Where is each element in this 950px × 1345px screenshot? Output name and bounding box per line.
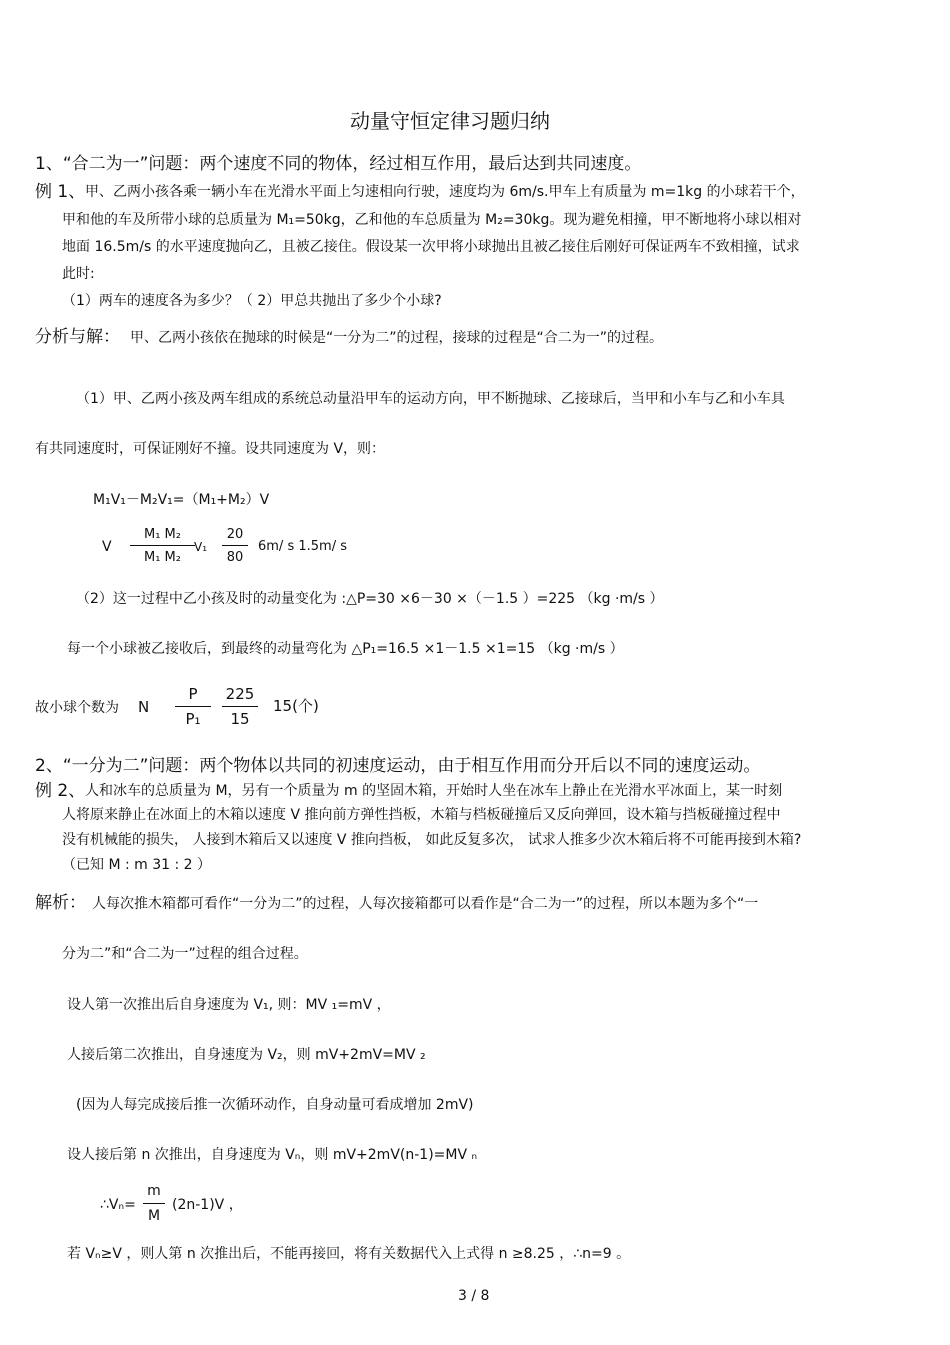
- solution2-conclusion: 若 Vₙ≥V ，则人第 n 次推出后，不能再接回，将有关数据代入上式得 n ≥8.25 ，∴n=9 。: [67, 1246, 631, 1262]
- analysis2-label: 解析：: [35, 893, 86, 913]
- analysis1-text: 甲、乙两小孩依在抛球的时候是“一分为二”的过程，接球的过程是“合二为一”的过程。: [130, 330, 664, 346]
- solution2-step-2: 人接后第二次推出，自身速度为 V₂，则 mV+2mV=MV ₂: [67, 1047, 426, 1063]
- equation-velocity-numerator-2: 20: [226, 527, 244, 542]
- ball-count-label: 故小球个数为: [35, 700, 119, 716]
- ball-count-numerator-2: 225: [225, 685, 255, 703]
- equation-velocity-result: 6m/ s 1.5m/ s: [258, 539, 347, 554]
- equation-velocity-lhs: V: [102, 539, 112, 555]
- ball-count-fraction-bar: [175, 706, 211, 707]
- equation-velocity-fraction-bar-2: [222, 545, 248, 546]
- example1-line-1: 甲、乙两小孩各乘一辆小车在光滑水平面上匀速相向行驶，速度均为 6m/s.甲车上有质量为 m=1kg 的小球若干个，: [85, 184, 805, 200]
- equation-velocity-v1: V₁: [194, 540, 208, 554]
- example2-label: 例 2、: [35, 781, 86, 801]
- example1-line-3: 地面 16.5m/s 的水平速度抛向乙，且被乙接住。假设某一次甲将小球抛出且被乙接住后刚好可保证两车不致相撞，试求: [62, 239, 800, 255]
- equation-velocity-denominator: M₁ M₂: [144, 550, 181, 565]
- equation-momentum: M₁V₁－M₂V₁=（M₁+M₂）V: [93, 492, 270, 508]
- example2-line-3: 没有机械能的损失， 人接到木箱后又以速度 V 推向挡板， 如此反复多次， 试求人推多少次木箱后将不可能再接到木箱?: [62, 832, 802, 848]
- vn-equation-numerator: m: [147, 1183, 161, 1199]
- ball-count-denominator-2: 15: [230, 710, 250, 728]
- example1-line-4: 此时:: [62, 266, 95, 282]
- ball-count-result: 15(个): [273, 697, 319, 715]
- vn-equation-denominator: M: [147, 1208, 161, 1224]
- page-number: 3 / 8: [458, 1288, 490, 1304]
- analysis2-text-cont: 分为二”和“合二为一”过程的组合过程。: [62, 946, 308, 962]
- equation-velocity-fraction-bar: [130, 545, 195, 546]
- vn-equation-fraction-bar: [143, 1203, 165, 1204]
- example1-label: 例 1、: [35, 182, 86, 202]
- solution2-step-3: (因为人每完成接后推一次循环动作，自身动量可看成增加 2mV): [76, 1097, 474, 1113]
- solution2-step-1: 设人第一次推出后自身速度为 V₁, 则：MV ₁=mV ，: [67, 997, 391, 1013]
- solution1-para-4: 每一个小球被乙接收后，到最终的动量弯化为 △P₁=16.5 ×1－1.5 ×1=15 （kg ·m/s ）: [67, 641, 624, 657]
- equation-velocity-denominator-2: 80: [226, 550, 244, 565]
- example1-line-2: 甲和他的车及所带小球的总质量为 M₁=50kg，乙和他的车总质量为 M₂=30kg。现为避免相撞，甲不断地将小球以相对: [62, 212, 802, 228]
- solution1-para-2: 有共同速度时，可保证刚好不撞。设共同速度为 V，则：: [35, 441, 386, 457]
- solution2-step-4: 设人接后第 n 次推出，自身速度为 Vₙ，则 mV+2mV(n-1)=MV ₙ: [67, 1147, 478, 1163]
- section1-heading: 1、“合二为一”问题：两个速度不同的物体，经过相互作用，最后达到共同速度。: [35, 154, 642, 174]
- analysis2-text: 人每次推木箱都可看作“一分为二”的过程，人每次接箱都可以看作是“合二为一”的过程，所以本题为多个“一: [92, 896, 759, 912]
- section2-heading: 2、“一分为二”问题：两个物体以共同的初速度运动，由于相互作用而分开后以不同的速度运动。: [35, 756, 761, 776]
- solution1-para-3: （2）这一过程中乙小孩及时的动量变化为 :△P=30 ×6－30 ×（－1.5 ）=225 （kg ·m/s ）: [76, 591, 664, 607]
- example2-line-2: 人将原来静止在冰面上的木箱以速度 V 推向前方弹性挡板，木箱与档板碰撞后又反向弹回，设木箱与挡板碰撞过程中: [62, 807, 781, 823]
- solution1-para-1: （1）甲、乙两小孩及两车组成的系统总动量沿甲车的运动方向，甲不断抛球、乙接球后，当甲和小车与乙和小车具: [76, 391, 785, 407]
- page-title: 动量守恒定律习题归纳: [350, 109, 550, 133]
- example2-line-1: 人和冰车的总质量为 M，另有一个质量为 m 的坚固木箱，开始时人坐在冰车上静止在光滑水平冰面上，某一时刻: [85, 783, 783, 799]
- ball-count-N: N: [138, 698, 150, 716]
- analysis1-label: 分析与解：: [35, 327, 120, 347]
- ball-count-denominator: P₁: [185, 710, 201, 728]
- vn-equation-lhs: ∴Vₙ=: [100, 1197, 136, 1213]
- ball-count-numerator: P: [188, 685, 198, 703]
- ball-count-fraction-bar-2: [222, 706, 258, 707]
- equation-velocity-numerator: M₁ M₂: [144, 527, 181, 542]
- example1-questions: （1）两车的速度各为多少？（ 2）甲总共抛出了多少个小球?: [62, 293, 442, 309]
- example2-line-4: （已知 M : m 31 : 2 ）: [62, 857, 212, 873]
- vn-equation-rhs: (2n-1)V ，: [172, 1197, 243, 1213]
